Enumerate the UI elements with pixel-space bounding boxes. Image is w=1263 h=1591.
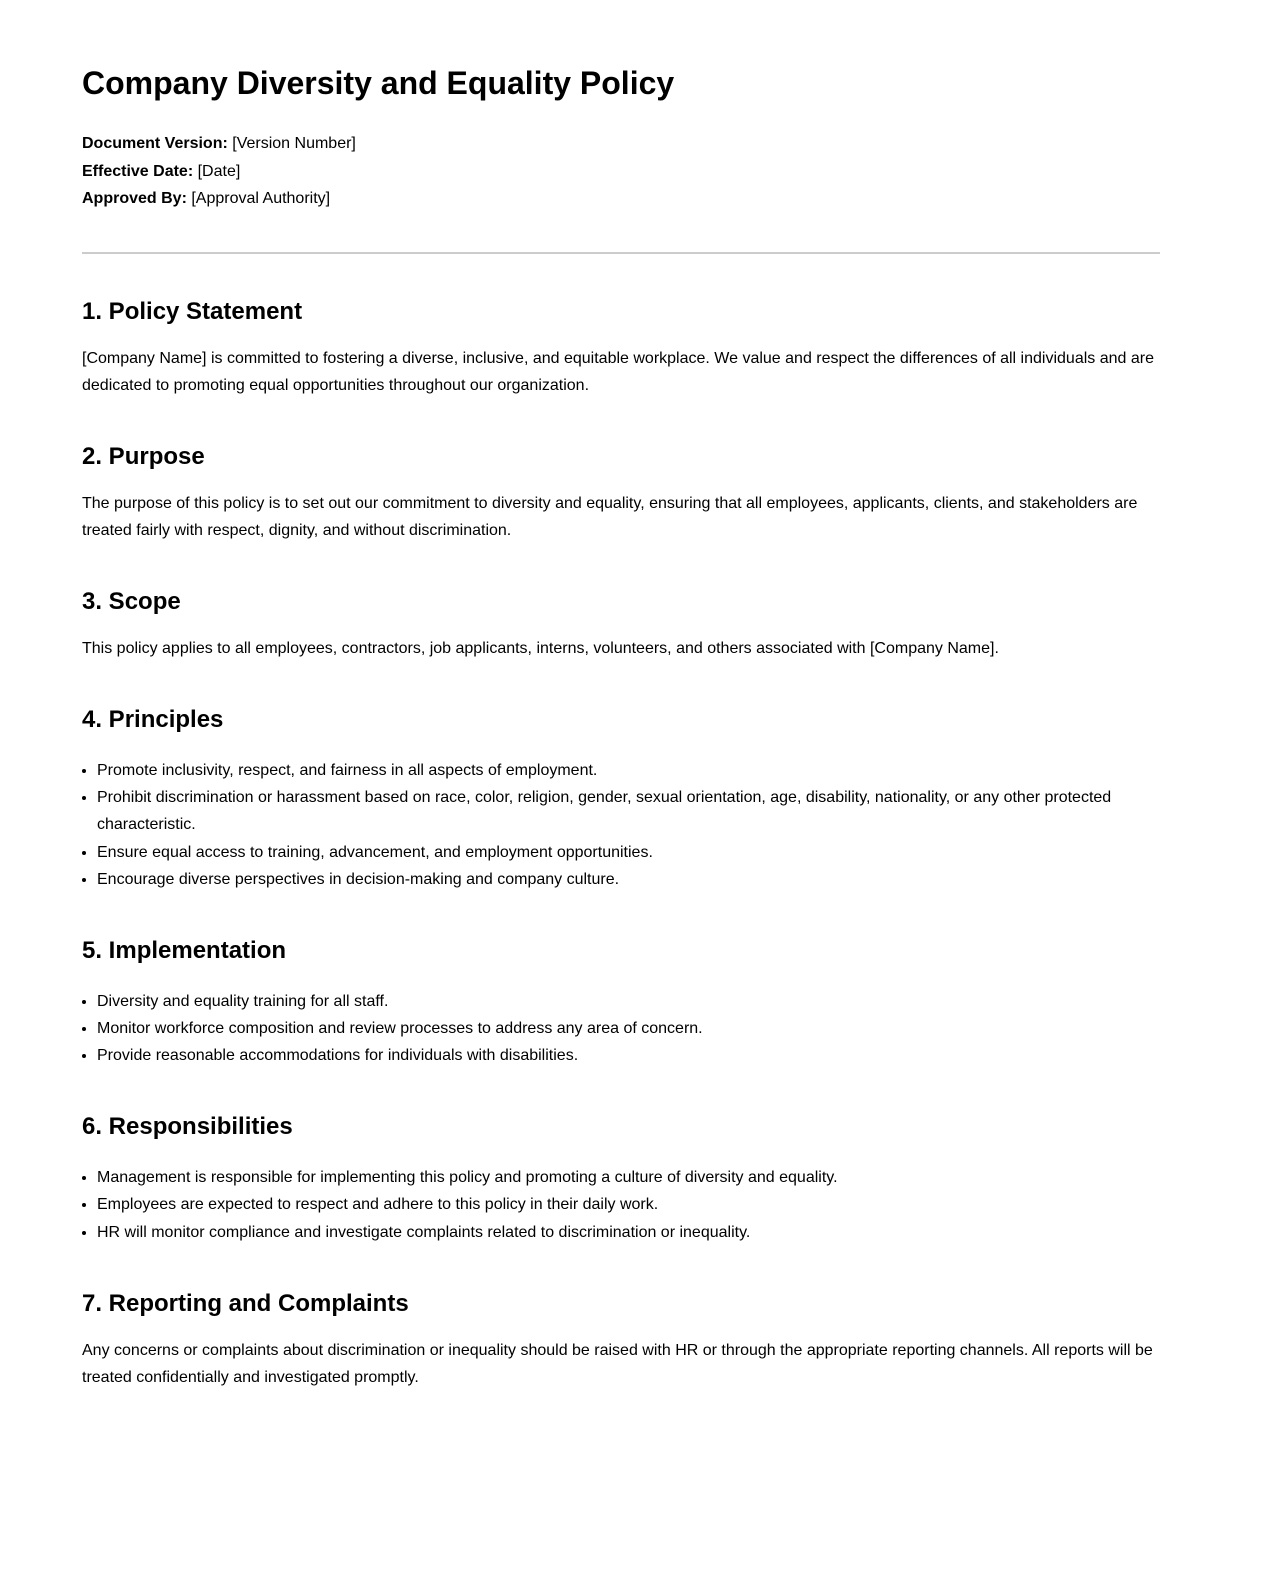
section-heading-policy-statement: 1. Policy Statement bbox=[82, 297, 303, 325]
meta-label: Approved By: bbox=[82, 189, 187, 207]
paragraph: The purpose of this policy is to set out our commitment to diversity and equality, ensuring that all employees, applicants, clients, and stakeholders are treated fairly with respect, dignity, and without discrimination. bbox=[82, 494, 1138, 540]
section-heading-responsibilities: 6. Responsibilities bbox=[82, 1113, 293, 1141]
bullet-list-responsibilities bbox=[82, 1164, 1160, 1246]
list-item: • Encourage diverse perspectives in decision-making and company culture. bbox=[97, 866, 1160, 893]
bullet-list-implementation bbox=[82, 988, 1160, 1070]
meta-label: Document Version: bbox=[82, 135, 228, 153]
list-item: • Employees are expected to respect and adhere to this policy in their daily work. bbox=[97, 1191, 1160, 1218]
section-purpose bbox=[82, 443, 1160, 544]
meta-value: [Version Number] bbox=[232, 135, 356, 153]
list-item: • Diversity and equality training for all staff. bbox=[97, 988, 1160, 1015]
list-item: • Management is responsible for implementing this policy and promoting a culture of diversity and equality. bbox=[97, 1164, 1160, 1191]
section-implementation bbox=[82, 937, 1160, 1069]
section-heading-purpose: 2. Purpose bbox=[82, 443, 205, 471]
list-item: • Monitor workforce composition and review processes to address any area of concern. bbox=[97, 1015, 1160, 1042]
meta-line-approved-by bbox=[82, 185, 1160, 212]
section-reporting-and-complaints bbox=[82, 1290, 1160, 1391]
paragraph: This policy applies to all employees, contractors, job applicants, interns, volunteers, and others associated with [Company Name]. bbox=[82, 640, 999, 658]
section-heading-scope: 3. Scope bbox=[82, 588, 181, 616]
list-item: • Promote inclusivity, respect, and fairness in all aspects of employment. bbox=[97, 757, 1160, 784]
section-responsibilities bbox=[82, 1113, 1160, 1245]
meta-value: [Date] bbox=[197, 162, 241, 180]
section-heading-principles: 4. Principles bbox=[82, 706, 224, 734]
section-heading-implementation: 5. Implementation bbox=[82, 937, 287, 965]
section-policy-statement bbox=[82, 298, 1160, 399]
section-scope bbox=[82, 588, 1160, 662]
bullet-list-principles bbox=[82, 757, 1160, 893]
paragraph: Any concerns or complaints about discrimination or inequality should be raised with HR or through the appropriate reporting channels. All reports will be treated confidentially and investigated promptly. bbox=[82, 1341, 1153, 1386]
list-item: • Ensure equal access to training, advancement, and employment opportunities. bbox=[97, 839, 1160, 866]
paragraph: [Company Name] is committed to fostering a diverse, inclusive, and equitable workplace. We value and respect the differences of all individuals and are dedicated to promoting equal opportunities throughout our organization. bbox=[82, 349, 1154, 394]
list-item: • Provide reasonable accommodations for individuals with disabilities. bbox=[97, 1042, 1160, 1069]
section-principles bbox=[82, 706, 1160, 893]
document-title: Company Diversity and Equality Policy bbox=[82, 65, 675, 101]
list-item: • HR will monitor compliance and investigate complaints related to discrimination or inequality. bbox=[97, 1219, 1160, 1246]
document-meta bbox=[82, 130, 1160, 212]
divider bbox=[82, 252, 1160, 254]
section-heading-reporting-and-complaints: 7. Reporting and Complaints bbox=[82, 1289, 409, 1317]
meta-value: [Approval Authority] bbox=[191, 189, 331, 207]
meta-line-document-version bbox=[82, 130, 1160, 157]
meta-line-effective-date bbox=[82, 158, 1160, 185]
meta-label: Effective Date: bbox=[82, 162, 194, 180]
list-item: • Prohibit discrimination or harassment based on race, color, religion, gender, sexual orientation, age, disability, nationality, or any other protected characteristic. bbox=[97, 784, 1160, 838]
